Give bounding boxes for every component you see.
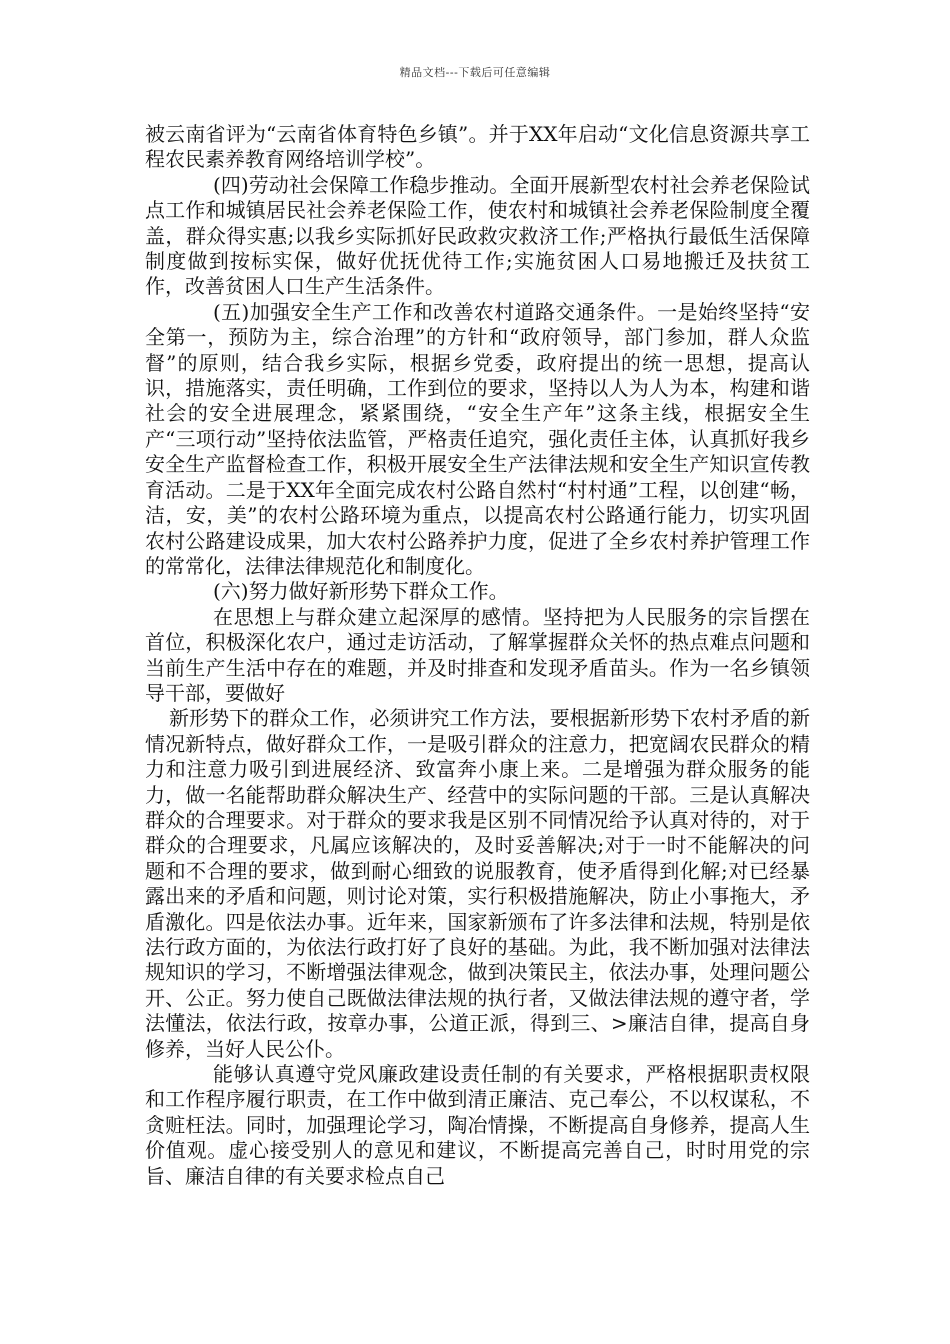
paragraph-5: 在思想上与群众建立起深厚的感情。坚持把为人民服务的宗旨摆在首位，积极深化农户，通过走访活动，了解掌握群众关怀的热点难点问题和当前生产生活中存在的难题，并及时排查和发现矛盾苗头。作为一名乡镇领导干部，要做好 [145, 604, 810, 705]
document-body [145, 122, 810, 1189]
paragraph-1: 被云南省评为“云南省体育特色乡镇”。并于XX年启动“文化信息资源共享工程农民素养教育网络培训学校”。 [145, 122, 810, 172]
paragraph-4: (六)努力做好新形势下群众工作。 [213, 579, 509, 604]
paragraph-3: (五)加强安全生产工作和改善农村道路交通条件。一是始终坚持“安全第一，预防为主，综合治理”的方针和“政府领导，部门参加，群人众监督”的原则，结合我乡实际，根据乡党委，政府提出的统一思想，提高认识，措施落实，责任明确，工作到位的要求，坚持以人为人为本，构建和谐社会的安全进展理念，紧紧围绕，“安全生产年”这条主线，根据安全生产“三项行动”坚持依法监管，严格责任追究，强化责任主体，认真抓好我乡安全生产监督检查工作，积极开展安全生产法律法规和安全生产知识宣传教育活动。二是于XX年全面完成农村公路自然村“村村通”工程，以创建“畅，洁，安，美”的农村公路环境为重点，以提高农村公路通行能力，切实巩固农村公路建设成果，加大农村公路养护力度，促进了全乡农村养护管理工作的常常化，法律法律规范化和制度化。 [145, 299, 810, 578]
paragraph-7: 能够认真遵守党风廉政建设责任制的有关要求，严格根据职责权限和工作程序履行职责，在工作中做到清正廉洁、克己奉公，不以权谋私，不贪赃枉法。同时，加强理论学习，陶冶情操，不断提高自身修养，提高人生价值观。虚心接受别人的意见和建议，不断提高完善自己，时时用党的宗旨、廉洁自律的有关要求检点自己 [145, 1062, 810, 1188]
page-header: 精品文档---下载后可任意编辑 [399, 66, 551, 79]
paragraph-6: 新形势下的群众工作，必须讲究工作方法，要根据新形势下农村矛盾的新情况新特点，做好群众工作，一是吸引群众的注意力，把宽阔农民群众的精力和注意力吸引到进展经济、致富奔小康上来。二是增强为群众服务的能力，做一名能帮助群众解决生产、经营中的实际问题的干部。三是认真解决群众的合理要求。对于群众的要求我是区别不同情况给予认真对待的，对于群众的合理要求，凡属应该解决的，及时妥善解决;对于一时不能解决的问题和不合理的要求，做到耐心细致的说服教育，使矛盾得到化解;对已经暴露出来的矛盾和问题，则讨论对策，实行积极措施解决，防止小事拖大，矛盾激化。四是依法办事。近年来，国家新颁布了许多法律和法规，特别是依法行政方面的，为依法行政打好了良好的基础。为此，我不断加强对法律法规知识的学习，不断增强法律观念，做到决策民主，依法办事，处理问题公开、公正。努力使自己既做法律法规的执行者，又做法律法规的遵守者，学法懂法，依法行政，按章办事，公道正派，得到三、>廉洁自律，提高自身修养，当好人民公仆。 [145, 706, 810, 1061]
paragraph-2: (四)劳动社会保障工作稳步推动。全面开展新型农村社会养老保险试点工作和城镇居民社会养老保险工作，使农村和城镇社会养老保险制度全覆盖，群众得实惠;以我乡实际抓好民政救灾救济工作;严格执行最低生活保障制度做到按标实保，做好优抚优待工作;实施贫困人口易地搬迁及扶贫工作，改善贫困人口生产生活条件。 [145, 172, 810, 299]
